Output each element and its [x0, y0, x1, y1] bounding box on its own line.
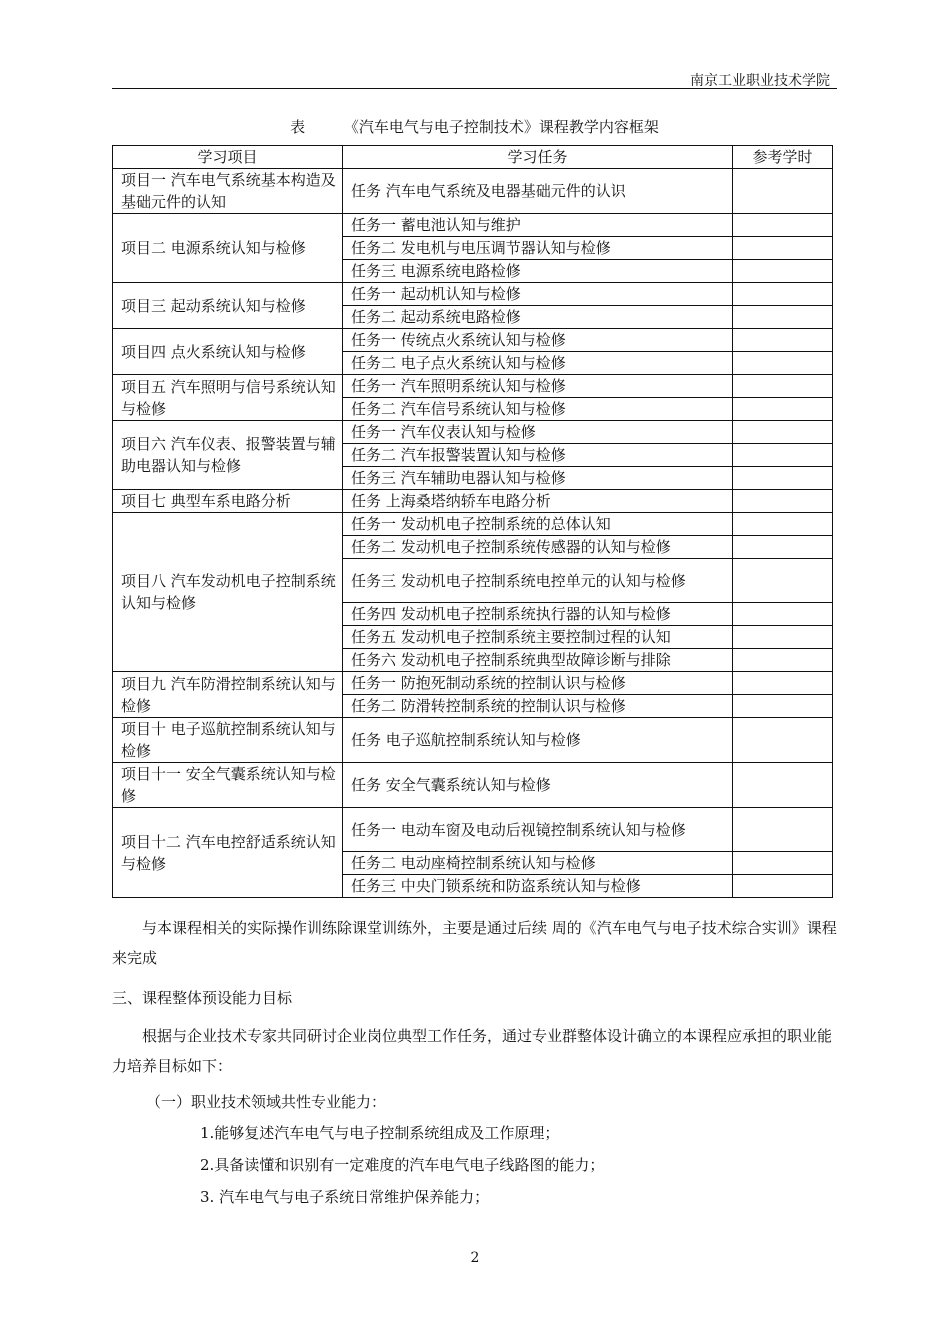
task-cell: 任务二 电动座椅控制系统认知与检修	[343, 852, 733, 875]
hours-cell	[733, 260, 833, 283]
hours-cell	[733, 306, 833, 329]
header-task: 学习任务	[343, 146, 733, 169]
hours-cell	[733, 536, 833, 559]
section-heading-3: 三、课程整体预设能力目标	[112, 989, 293, 1007]
project-cell: 项目六 汽车仪表、报警装置与辅助电器认知与检修	[113, 421, 343, 490]
header-project: 学习项目	[113, 146, 343, 169]
table-caption	[112, 116, 837, 137]
task-cell: 任务二 汽车报警装置认知与检修	[343, 444, 733, 467]
project-cell: 项目三 起动系统认知与检修	[113, 283, 343, 329]
paragraph-practice: 与本课程相关的实际操作训练除课堂训练外，主要是通过后续 周的《汽车电气与电子技术综合实训》课程来完成	[112, 919, 837, 967]
project-cell: 项目十一 安全气囊系统认知与检修	[113, 763, 343, 808]
hours-cell	[733, 875, 833, 898]
project-cell: 项目一 汽车电气系统基本构造及基础元件的认知	[113, 169, 343, 214]
project-cell: 项目九 汽车防滑控制系统认知与检修	[113, 672, 343, 718]
paragraph-goals: 根据与企业技术专家共同研讨企业岗位典型工作任务，通过专业群整体设计确立的本课程应承担的职业能力培养目标如下：	[112, 1027, 833, 1075]
task-cell: 任务一 汽车仪表认知与检修	[343, 421, 733, 444]
hours-cell	[733, 329, 833, 352]
hours-cell	[733, 352, 833, 375]
hours-cell	[733, 421, 833, 444]
project-cell: 项目八 汽车发动机电子控制系统认知与检修	[113, 513, 343, 672]
task-cell: 任务 电子巡航控制系统认知与检修	[343, 718, 733, 763]
project-cell: 项目七 典型车系电路分析	[113, 490, 343, 513]
project-cell: 项目五 汽车照明与信号系统认知与检修	[113, 375, 343, 421]
task-cell: 任务二 汽车信号系统认知与检修	[343, 398, 733, 421]
hours-cell	[733, 444, 833, 467]
hours-cell	[733, 398, 833, 421]
task-cell: 任务 安全气囊系统认知与检修	[343, 763, 733, 808]
task-cell: 任务二 防滑转控制系统的控制认识与检修	[343, 695, 733, 718]
header-hours: 参考学时	[733, 146, 833, 169]
header-institution: 南京工业职业技术学院	[690, 73, 830, 89]
hours-cell	[733, 808, 833, 852]
table-row	[113, 808, 833, 852]
project-cell: 项目十二 汽车电控舒适系统认知与检修	[113, 808, 343, 898]
table-row	[113, 283, 833, 306]
hours-cell	[733, 603, 833, 626]
task-cell: 任务四 发动机电子控制系统执行器的认知与检修	[343, 603, 733, 626]
task-cell: 任务二 电子点火系统认知与检修	[343, 352, 733, 375]
hours-cell	[733, 763, 833, 808]
table-row	[113, 214, 833, 237]
table-row	[113, 718, 833, 763]
table-row	[113, 169, 833, 214]
table-row	[113, 329, 833, 352]
task-cell: 任务 汽车电气系统及电器基础元件的认识	[343, 169, 733, 214]
task-cell: 任务三 发动机电子控制系统电控单元的认知与检修	[343, 559, 733, 603]
project-cell: 项目四 点火系统认知与检修	[113, 329, 343, 375]
task-cell: 任务三 汽车辅助电器认知与检修	[343, 467, 733, 490]
task-cell: 任务二 起动系统电路检修	[343, 306, 733, 329]
hours-cell	[733, 695, 833, 718]
hours-cell	[733, 559, 833, 603]
hours-cell	[733, 283, 833, 306]
list-item-2: 2.具备读懂和识别有一定难度的汽车电气电子线路图的能力；	[200, 1156, 605, 1174]
list-item-3: 3. 汽车电气与电子系统日常维护保养能力；	[200, 1188, 490, 1206]
hours-cell	[733, 718, 833, 763]
table-row	[113, 375, 833, 398]
hours-cell	[733, 237, 833, 260]
hours-cell	[733, 672, 833, 695]
table-row	[113, 672, 833, 695]
task-cell: 任务二 发电机与电压调节器认知与检修	[343, 237, 733, 260]
task-cell: 任务一 防抱死制动系统的控制认识与检修	[343, 672, 733, 695]
list-item-1: 1.能够复述汽车电气与电子控制系统组成及工作原理；	[200, 1124, 560, 1142]
hours-cell	[733, 626, 833, 649]
task-cell: 任务一 蓄电池认知与维护	[343, 214, 733, 237]
table-caption-label: 表	[290, 118, 306, 136]
hours-cell	[733, 375, 833, 398]
hours-cell	[733, 513, 833, 536]
table-row	[113, 763, 833, 808]
task-cell: 任务二 发动机电子控制系统传感器的认知与检修	[343, 536, 733, 559]
page-number: 2	[470, 1250, 480, 1266]
header-rule	[112, 88, 837, 89]
task-cell: 任务三 中央门锁系统和防盗系统认知与检修	[343, 875, 733, 898]
table-row	[113, 421, 833, 444]
task-cell: 任务一 汽车照明系统认知与检修	[343, 375, 733, 398]
course-content-table	[112, 145, 833, 898]
task-cell: 任务六 发动机电子控制系统典型故障诊断与排除	[343, 649, 733, 672]
hours-cell	[733, 214, 833, 237]
task-cell: 任务一 发动机电子控制系统的总体认知	[343, 513, 733, 536]
hours-cell	[733, 852, 833, 875]
task-cell: 任务一 起动机认知与检修	[343, 283, 733, 306]
hours-cell	[733, 490, 833, 513]
task-cell: 任务一 电动车窗及电动后视镜控制系统认知与检修	[343, 808, 733, 852]
table-row	[113, 490, 833, 513]
subheading-1: （一）职业技术领域共性专业能力：	[146, 1093, 387, 1111]
task-cell: 任务一 传统点火系统认知与检修	[343, 329, 733, 352]
project-cell: 项目二 电源系统认知与检修	[113, 214, 343, 283]
task-cell: 任务 上海桑塔纳轿车电路分析	[343, 490, 733, 513]
table-caption-title: 《汽车电气与电子控制技术》课程教学内容框架	[343, 118, 659, 136]
hours-cell	[733, 649, 833, 672]
hours-cell	[733, 467, 833, 490]
project-cell: 项目十 电子巡航控制系统认知与检修	[113, 718, 343, 763]
task-cell: 任务三 电源系统电路检修	[343, 260, 733, 283]
task-cell: 任务五 发动机电子控制系统主要控制过程的认知	[343, 626, 733, 649]
table-row	[113, 513, 833, 536]
hours-cell	[733, 169, 833, 214]
